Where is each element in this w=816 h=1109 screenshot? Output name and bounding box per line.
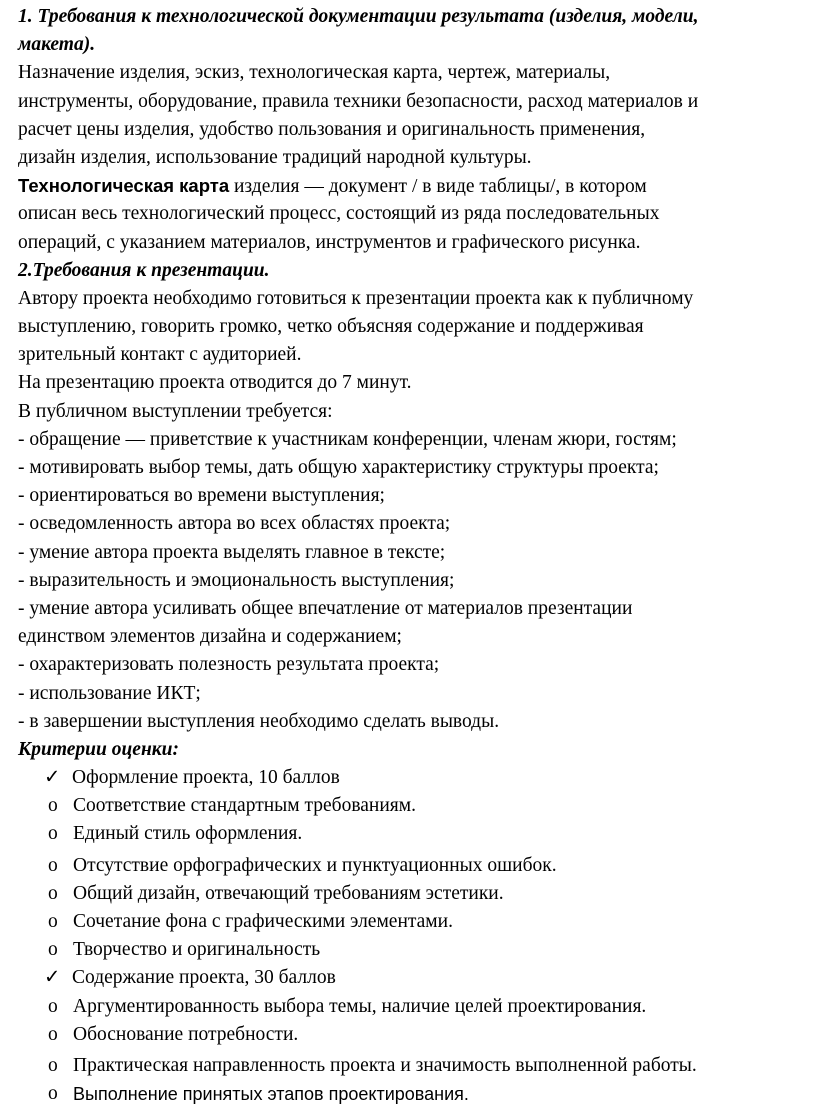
circle-bullet-icon: o bbox=[48, 854, 58, 876]
criteria-group-content bbox=[18, 964, 808, 992]
criteria-item-text: Практическая направленность проекта и значимость выполненной работы. bbox=[73, 1054, 697, 1076]
section2-line: В публичном выступлении требуется: bbox=[18, 400, 333, 422]
criteria-list-item bbox=[18, 1021, 808, 1049]
tech-card-term: Технологическая карта bbox=[18, 175, 230, 197]
section2-line: - в завершении выступления необходимо сделать выводы. bbox=[18, 710, 500, 732]
section2-line: - выразительность и эмоциональность выступления; bbox=[18, 569, 455, 591]
criteria-item-text: Сочетание фона с графическими элементами. bbox=[73, 911, 453, 932]
section1-paragraph-line: описан весь технологический процесс, состоящий из ряда последовательных bbox=[18, 203, 660, 225]
criteria-item-text: Аргументированность выбора темы, наличие целей проектирования. bbox=[73, 995, 647, 1017]
criteria-item-text: Творчество и оригинальность bbox=[73, 939, 321, 961]
circle-bullet-icon: o bbox=[48, 995, 58, 1017]
criteria-group-title: Содержание проекта, 30 баллов bbox=[72, 967, 336, 989]
section1-paragraph-line: расчет цены изделия, удобство пользования и оригинальность применения, bbox=[18, 118, 646, 140]
section2-line: - охарактеризовать полезность результата проекта; bbox=[18, 654, 440, 676]
tech-card-term-rest: изделия — документ / в виде таблицы/, в котором bbox=[229, 176, 647, 198]
circle-bullet-icon: o bbox=[48, 795, 58, 817]
criteria-list-item bbox=[18, 792, 808, 820]
section2-line: Автору проекта необходимо готовиться к презентации проекта как к публичному bbox=[18, 287, 694, 309]
section2-line: На презентацию проекта отводится до 7 минут. bbox=[18, 372, 412, 394]
section1-heading-line2: макета). bbox=[18, 34, 96, 56]
section2-line: - ориентироваться во времени выступления; bbox=[18, 485, 385, 507]
criteria-item-text: Выполнение принятых этапов проектирования. bbox=[73, 1084, 469, 1105]
criteria-list-item bbox=[18, 993, 808, 1021]
criteria-list-item bbox=[18, 1052, 808, 1080]
section2-line: - мотивировать выбор темы, дать общую характеристику структуры проекта; bbox=[18, 457, 659, 478]
criteria-list-item bbox=[18, 936, 808, 964]
criteria-heading: Критерии оценки: bbox=[18, 738, 179, 760]
circle-bullet-icon: o bbox=[48, 1023, 58, 1045]
criteria-item-text: Единый стиль оформления. bbox=[73, 823, 303, 845]
circle-bullet-icon: o bbox=[48, 882, 58, 904]
section1-heading-line1: 1. Требования к технологической документации результата (изделия, модели, bbox=[18, 6, 699, 27]
section2-line: зрительный контакт с аудиторией. bbox=[18, 344, 302, 366]
criteria-group-design bbox=[18, 764, 808, 792]
criteria-list-item bbox=[18, 852, 808, 880]
criteria-list-item bbox=[18, 908, 808, 936]
section2-line: - умение автора усиливать общее впечатление от материалов презентации bbox=[18, 597, 633, 619]
section2-line: - осведомленность автора во всех областях проекта; bbox=[18, 513, 451, 535]
criteria-item-text: Отсутствие орфографических и пунктуационных ошибок. bbox=[73, 854, 557, 876]
checkmark-icon: ✓ bbox=[44, 767, 61, 789]
circle-bullet-icon: o bbox=[48, 1054, 58, 1076]
section2-line: единством элементов дизайна и содержанием; bbox=[18, 626, 402, 648]
section2-line: выступлению, говорить громко, четко объясняя содержание и поддерживая bbox=[18, 316, 644, 338]
criteria-item-text: Общий дизайн, отвечающий требованиям эстетики. bbox=[73, 882, 504, 904]
section1-paragraph-line: операций, с указанием материалов, инструментов и графического рисунка. bbox=[18, 231, 641, 253]
checkmark-icon: ✓ bbox=[44, 967, 61, 989]
circle-bullet-icon: o bbox=[48, 1083, 58, 1105]
section2-heading: 2.Требования к презентации. bbox=[18, 259, 270, 281]
criteria-group-title: Оформление проекта, 10 баллов bbox=[72, 767, 340, 789]
circle-bullet-icon: o bbox=[48, 823, 58, 845]
circle-bullet-icon: o bbox=[48, 911, 58, 932]
section1-paragraph-line: дизайн изделия, использование традиций народной культуры. bbox=[18, 146, 532, 168]
section2-line: - использование ИКТ; bbox=[18, 682, 201, 704]
criteria-item-text: Обоснование потребности. bbox=[73, 1023, 299, 1045]
document-page bbox=[18, 3, 808, 1108]
criteria-list-item bbox=[18, 820, 808, 848]
section1-paragraph-line: инструменты, оборудование, правила техники безопасности, расход материалов и bbox=[18, 90, 699, 112]
section2-line: - умение автора проекта выделять главное в тексте; bbox=[18, 541, 446, 563]
criteria-list-item bbox=[18, 1080, 808, 1108]
criteria-list-item bbox=[18, 880, 808, 908]
section2-line: - обращение — приветствие к участникам конференции, членам жюри, гостям; bbox=[18, 428, 677, 450]
criteria-item-text: Соответствие стандартным требованиям. bbox=[73, 795, 416, 817]
tech-card-definition-line bbox=[18, 172, 808, 200]
circle-bullet-icon: o bbox=[48, 939, 58, 961]
section1-paragraph-line: Назначение изделия, эскиз, технологическая карта, чертеж, материалы, bbox=[18, 62, 611, 84]
